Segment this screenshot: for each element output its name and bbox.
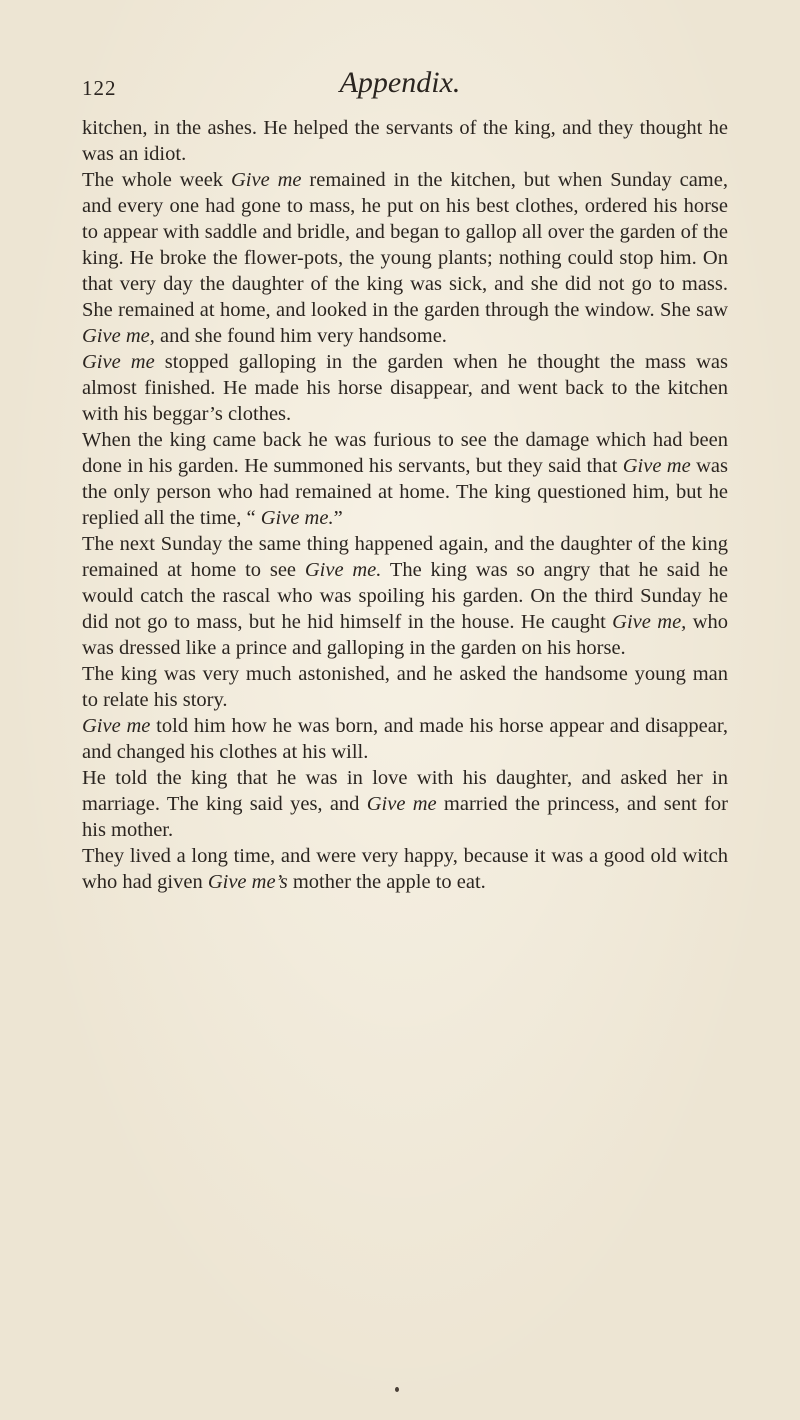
text-run: was the only person who had remained at home. The king questioned him, but he replied all the time, “ (82, 455, 728, 529)
paragraph (82, 115, 728, 167)
paragraph (82, 661, 728, 713)
paragraph (82, 531, 728, 661)
text-run: ” (333, 507, 343, 529)
text-run: and she found him very handsome. (154, 325, 447, 347)
italic-name: Give me (366, 793, 437, 815)
text-run: stopped galloping in the garden when he thought the mass was almost finished. He made his horse disappear, and went back to the kitchen with his beggar’s clothes. (82, 351, 728, 425)
text-run: mother the apple to eat. (287, 871, 486, 893)
text-run: kitchen, in the ashes. He helped the servants of the king, and they thought he was an idiot. (82, 117, 728, 165)
italic-name: Give me (82, 715, 151, 737)
text-run: They lived a long time, and were very happy, because it was a good old witch who had given (82, 845, 728, 893)
text-run: who was dressed like a prince and galloping in the garden on his horse. (82, 611, 728, 659)
paragraph (82, 765, 728, 843)
italic-name: Give me (82, 351, 155, 373)
italic-name: Give me (622, 455, 691, 477)
text-run: When the king came back he was furious to see the damage which had been done in his garden. He summoned his servants, but they said that (82, 429, 728, 477)
italic-name: Give me, (612, 611, 687, 633)
running-title: Appendix. (339, 66, 461, 99)
paragraph (82, 843, 728, 895)
page-number: 122 (82, 76, 117, 100)
italic-name: Give me, (82, 325, 155, 347)
italic-name: Give me. (304, 559, 382, 581)
text-run: remained in the kitchen, but when Sunday came, and every one had gone to mass, he put on his best clothes, ordered his horse to appear with saddle and bridle, and began to gallop all over the garden of the king. He broke the flower-pots, the young plants; nothing could stop him. On that very day the daughter of the king was sick, and she did not go to mass. She remained at home, and looked in the garden through the window. She saw (82, 169, 728, 321)
body-text (82, 115, 728, 895)
paragraph (82, 427, 728, 531)
italic-name: Give me. (260, 507, 334, 529)
text-run: He told the king that he was in love with his daughter, and asked her in marriage. The king said yes, and (82, 767, 728, 815)
paragraph (82, 713, 728, 765)
running-head (82, 66, 718, 106)
text-run: The king was very much astonished, and he asked the handsome young man to relate his story. (82, 663, 728, 711)
paragraph (82, 167, 728, 349)
paragraph (82, 349, 728, 427)
text-run: The whole week (82, 169, 231, 191)
paper-speck (395, 1387, 399, 1392)
italic-name: Give me (230, 169, 302, 191)
text-run: told him how he was born, and made his horse appear and disappear, and changed his clothes at his will. (82, 715, 728, 763)
italic-name: Give me’s (207, 871, 288, 893)
text-run: married the princess, and sent for his mother. (82, 793, 728, 841)
text-run: The king was so angry that he said he would catch the rascal who was spoiling his garden. On the third Sunday he did not go to mass, but he hid himself in the house. He caught (82, 559, 728, 633)
text-run: The next Sunday the same thing happened again, and the daughter of the king remained at home to see (82, 533, 728, 581)
